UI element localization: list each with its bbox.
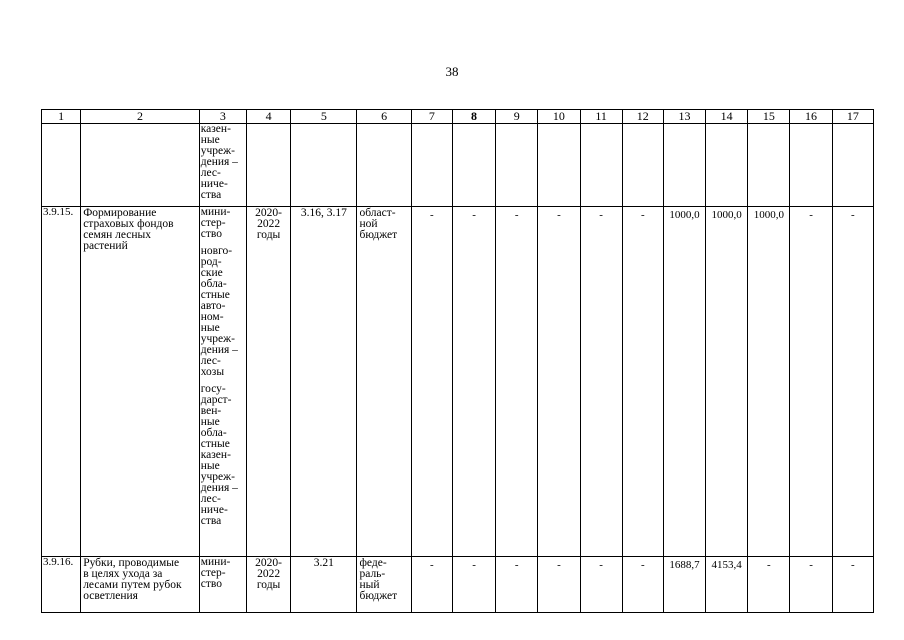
column-header: 10	[538, 110, 580, 124]
value-cell: -	[622, 207, 663, 557]
value-cell: -	[538, 557, 580, 613]
column-header: 5	[291, 110, 357, 124]
value-cell: -	[538, 207, 580, 557]
value-cell	[790, 124, 832, 207]
executor-line: род-	[200, 256, 222, 268]
executor-line: ские	[200, 267, 223, 279]
executor-line: вен-	[200, 405, 222, 417]
value-cell	[832, 124, 873, 207]
value-cell	[580, 124, 622, 207]
budget-table	[41, 109, 874, 613]
funding-source-line: област-	[359, 207, 396, 219]
column-header: 6	[357, 110, 411, 124]
executor-line: лес-	[200, 167, 221, 179]
executor-line: мини-	[200, 206, 231, 218]
period-line: годы	[256, 579, 281, 591]
column-header: 7	[411, 110, 452, 124]
item-name-line: Рубки, проводимые	[83, 557, 180, 569]
executor-line: авто-	[200, 300, 226, 312]
executor-line: дения –	[200, 156, 238, 168]
executor-line: ниче-	[200, 504, 228, 516]
column-header: 13	[663, 110, 705, 124]
executor-line: дения –	[200, 344, 238, 356]
period-cell	[246, 124, 290, 207]
executor-line: стер-	[200, 217, 226, 229]
item-number-cell: 3.9.16.	[42, 557, 81, 613]
item-name-line: в целях ухода за	[83, 568, 163, 580]
item-name-line: растений	[83, 240, 128, 252]
period-line: 2020-	[255, 557, 282, 569]
executor-line: ниче-	[200, 178, 228, 190]
executor-line: ные	[200, 460, 220, 472]
item-name-cell	[81, 207, 200, 557]
value-cell: -	[790, 557, 832, 613]
column-header: 8	[452, 110, 495, 124]
column-header: 11	[580, 110, 622, 124]
value-cell: -	[790, 207, 832, 557]
value-cell	[411, 124, 452, 207]
period-line: 2020-	[255, 207, 282, 219]
column-header: 9	[496, 110, 538, 124]
value-cell: -	[411, 207, 452, 557]
value-cell: -	[748, 557, 790, 613]
column-header: 14	[706, 110, 748, 124]
value-cell: -	[832, 557, 873, 613]
value-cell: -	[496, 557, 538, 613]
period-line: годы	[256, 229, 281, 241]
executor-line: лес-	[200, 493, 221, 505]
funding-source-cell	[357, 207, 411, 557]
executor-line: учреж-	[200, 145, 235, 157]
executor-line: ном-	[200, 311, 224, 323]
executor-line: ство	[200, 578, 222, 590]
item-number-cell	[42, 124, 81, 207]
table-row	[42, 207, 874, 557]
value-cell	[663, 124, 705, 207]
value-cell	[538, 124, 580, 207]
executor-line: стер-	[200, 567, 226, 579]
value-cell: -	[580, 207, 622, 557]
executor-line: обла-	[200, 427, 227, 439]
funding-source-line: ной	[359, 218, 378, 230]
funding-source-line: бюджет	[359, 229, 398, 241]
funding-source-line: раль-	[359, 568, 386, 580]
funding-source-line: ный	[359, 579, 380, 591]
value-cell: -	[496, 207, 538, 557]
column-header: 17	[832, 110, 873, 124]
funding-source-line: бюджет	[359, 590, 398, 602]
page-number: 38	[445, 64, 459, 79]
executor-line: хозы	[200, 366, 225, 378]
table-row	[42, 124, 874, 207]
executor-line: госу-	[200, 383, 226, 395]
funding-source-cell	[357, 557, 411, 613]
item-name-line: лесами путем рубок	[83, 579, 182, 591]
period-line: 2022	[257, 218, 281, 230]
value-cell: 1000,0	[748, 207, 790, 557]
item-name-cell	[81, 124, 200, 207]
item-name-line: страховых фондов	[83, 218, 174, 230]
value-cell: -	[580, 557, 622, 613]
executor-line: ства	[200, 515, 222, 527]
executor-line: казен-	[200, 123, 231, 135]
funding-source-line: феде-	[359, 557, 387, 569]
value-cell: 1000,0	[663, 207, 705, 557]
executor-line: дения –	[200, 482, 238, 494]
executor-line: лес-	[200, 355, 221, 367]
value-cell	[496, 124, 538, 207]
executor-line: казен-	[200, 449, 231, 461]
value-cell	[452, 124, 495, 207]
executor-line: ные	[200, 134, 220, 146]
value-cell	[622, 124, 663, 207]
executor-cell	[199, 207, 246, 557]
item-name-line: семян лесных	[83, 229, 151, 241]
executor-line: ные	[200, 416, 220, 428]
funding-source-cell	[357, 124, 411, 207]
period-line: 2022	[257, 568, 281, 580]
column-header: 16	[790, 110, 832, 124]
item-name-line: осветления	[83, 590, 138, 602]
value-cell: -	[452, 207, 495, 557]
target-indicators-cell: 3.21	[291, 557, 357, 613]
value-cell: 4153,4	[706, 557, 748, 613]
column-header: 15	[748, 110, 790, 124]
column-header: 4	[246, 110, 290, 124]
value-cell	[748, 124, 790, 207]
column-number-row	[42, 110, 874, 124]
executor-cell	[199, 124, 246, 207]
executor-line: стные	[200, 438, 230, 450]
value-cell: -	[832, 207, 873, 557]
executor-cell	[199, 557, 246, 613]
value-cell: 1688,7	[663, 557, 705, 613]
executor-line: стные	[200, 289, 230, 301]
item-name-line: Формирование	[83, 207, 157, 219]
column-header: 1	[42, 110, 81, 124]
executor-line: учреж-	[200, 471, 235, 483]
period-cell	[246, 557, 290, 613]
executor-line: ства	[200, 189, 222, 201]
target-indicators-cell: 3.16, 3.17	[291, 207, 357, 557]
value-cell: -	[452, 557, 495, 613]
value-cell	[706, 124, 748, 207]
value-cell: 1000,0	[706, 207, 748, 557]
table-row	[42, 557, 874, 613]
item-number-cell: 3.9.15.	[42, 207, 81, 557]
target-indicators-cell	[291, 124, 357, 207]
column-header: 3	[199, 110, 246, 124]
value-cell: -	[622, 557, 663, 613]
executor-line: ство	[200, 228, 222, 240]
value-cell: -	[411, 557, 452, 613]
executor-line: новго-	[200, 245, 233, 257]
executor-line: дарст-	[200, 394, 232, 406]
column-header: 2	[81, 110, 200, 124]
item-name-cell	[81, 557, 200, 613]
column-header: 12	[622, 110, 663, 124]
executor-line: ные	[200, 322, 220, 334]
executor-line: мини-	[200, 556, 231, 568]
executor-line: учреж-	[200, 333, 235, 345]
period-cell	[246, 207, 290, 557]
executor-line: обла-	[200, 278, 227, 290]
